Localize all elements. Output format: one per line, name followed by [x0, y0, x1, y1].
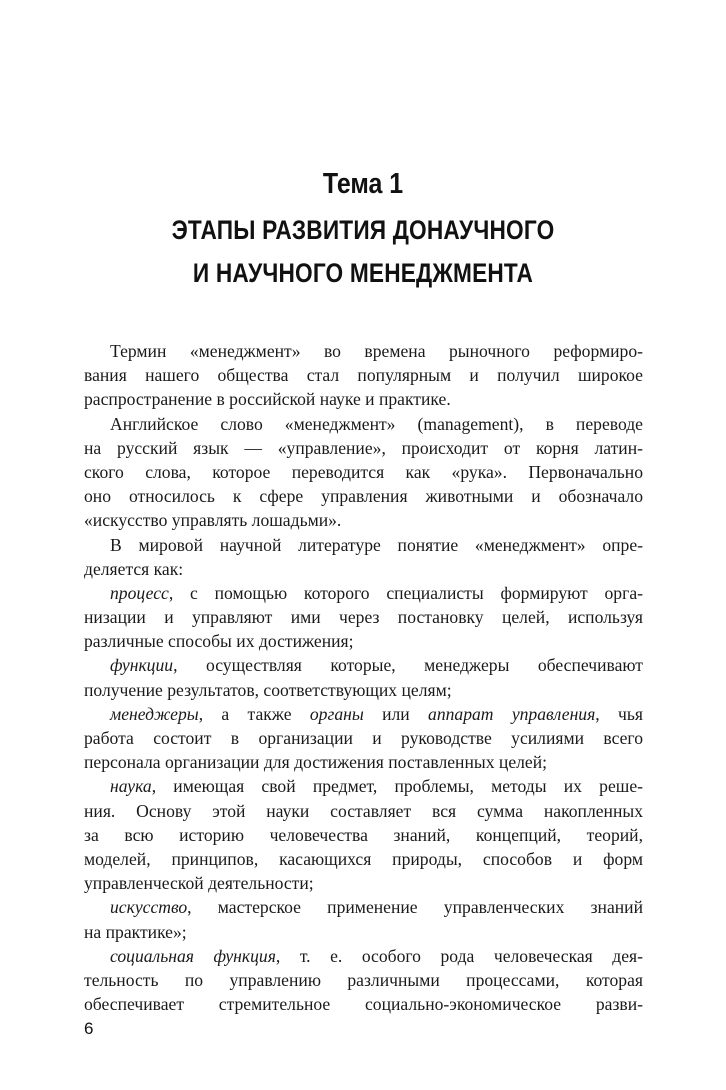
text-line — [84, 533, 643, 557]
text-line — [84, 726, 643, 750]
text-segment: распространение в российской науке и практике. — [84, 389, 451, 410]
text-segment: ского слова, которое переводится как «рука». Первоначально — [84, 461, 643, 482]
body-text — [84, 339, 643, 1016]
text-line — [84, 581, 643, 605]
text-segment: оно относилось к сфере управления животными и обозначало — [84, 486, 643, 507]
text-segment: работа состоит в организации и руководстве усилиями всего — [84, 728, 643, 748]
chapter-title-line: И НАУЧНОГО МЕНЕДЖМЕНТА — [192, 258, 534, 288]
text-segment: , имеющая свой предмет, проблемы, методы их реше- — [151, 776, 643, 797]
text-segment: получение результатов, соответствующих целям; — [84, 679, 452, 700]
text-line — [84, 799, 643, 823]
text-segment: «искусство управлять лошадьми». — [84, 510, 342, 531]
text-line — [84, 847, 643, 871]
italic-term: органы — [309, 703, 364, 724]
text-segment: вания нашего общества стал популярным и получил широкое — [84, 365, 643, 386]
text-line — [84, 557, 643, 581]
text-segment: моделей, принципов, касающихся природы, способов и форм — [84, 848, 643, 869]
text-line — [84, 774, 643, 798]
text-segment: на русский язык — «управление», происходит от корня латин- — [84, 437, 643, 458]
text-line — [84, 460, 643, 484]
text-segment: , чья — [595, 703, 643, 724]
text-segment: , т. е. особого рода человеческая дея- — [275, 945, 643, 966]
text-line — [84, 629, 643, 653]
text-segment: , а также — [198, 703, 310, 724]
page-number: 6 — [84, 1019, 94, 1038]
text-line — [84, 992, 643, 1016]
text-line — [84, 678, 643, 702]
text-segment: , мастерское применение управленческих знаний — [187, 897, 643, 918]
italic-term: наука — [110, 776, 152, 797]
text-segment: В мировой научной литературе понятие «менеджмент» опре- — [110, 534, 643, 555]
text-segment: низации и управляют ими через постановку целей, используя — [84, 607, 643, 628]
text-segment: деляется как: — [84, 558, 184, 579]
text-segment: , с помощью которого специалисты формируют орга- — [168, 582, 643, 603]
topic-label: Тема 1 — [322, 168, 404, 200]
italic-term: социальная функция — [110, 945, 276, 966]
text-segment: или — [363, 703, 429, 724]
text-line — [84, 653, 643, 677]
text-line — [84, 339, 643, 363]
text-line — [84, 750, 643, 774]
italic-term: искусство — [110, 897, 188, 918]
italic-term: менеджеры — [110, 703, 199, 724]
text-line — [84, 605, 643, 629]
text-segment: на практике»; — [84, 921, 187, 942]
text-segment: ния. Основу этой науки составляет вся сумма накопленных — [84, 800, 643, 821]
text-line — [84, 823, 643, 847]
text-segment: за всю историю человечества знаний, концепций, теорий, — [84, 824, 643, 845]
text-line — [84, 944, 643, 968]
text-segment: персонала организации для достижения поставленных целей; — [84, 752, 548, 773]
text-line — [84, 387, 643, 411]
text-line — [84, 895, 643, 919]
text-segment: тельность по управлению различными процессами, которая — [84, 969, 643, 990]
text-segment: обеспечивает стремительное социально-экономическое разви- — [84, 994, 643, 1015]
text-line — [84, 508, 643, 532]
text-line — [84, 436, 643, 460]
text-line — [84, 920, 643, 944]
text-segment: управленческой деятельности; — [84, 873, 314, 894]
italic-term: процесс — [110, 582, 169, 603]
text-segment: Английское слово «менеджмент» (management), в переводе — [110, 413, 643, 434]
text-line — [84, 702, 643, 726]
text-segment: , осуществляя которые, менеджеры обеспечивают — [173, 655, 643, 676]
chapter-title-line: ЭТАПЫ РАЗВИТИЯ ДОНАУЧНОГО — [171, 215, 555, 245]
text-line — [84, 363, 643, 387]
text-line — [84, 484, 643, 508]
italic-term: функции — [110, 655, 174, 676]
text-line — [84, 412, 643, 436]
italic-term: аппарат управления — [428, 703, 596, 724]
text-segment: различные способы их достижения; — [84, 631, 354, 652]
text-line — [84, 968, 643, 992]
text-segment: Термин «менеджмент» во времена рыночного реформиро- — [110, 341, 643, 361]
text-line — [84, 871, 643, 895]
